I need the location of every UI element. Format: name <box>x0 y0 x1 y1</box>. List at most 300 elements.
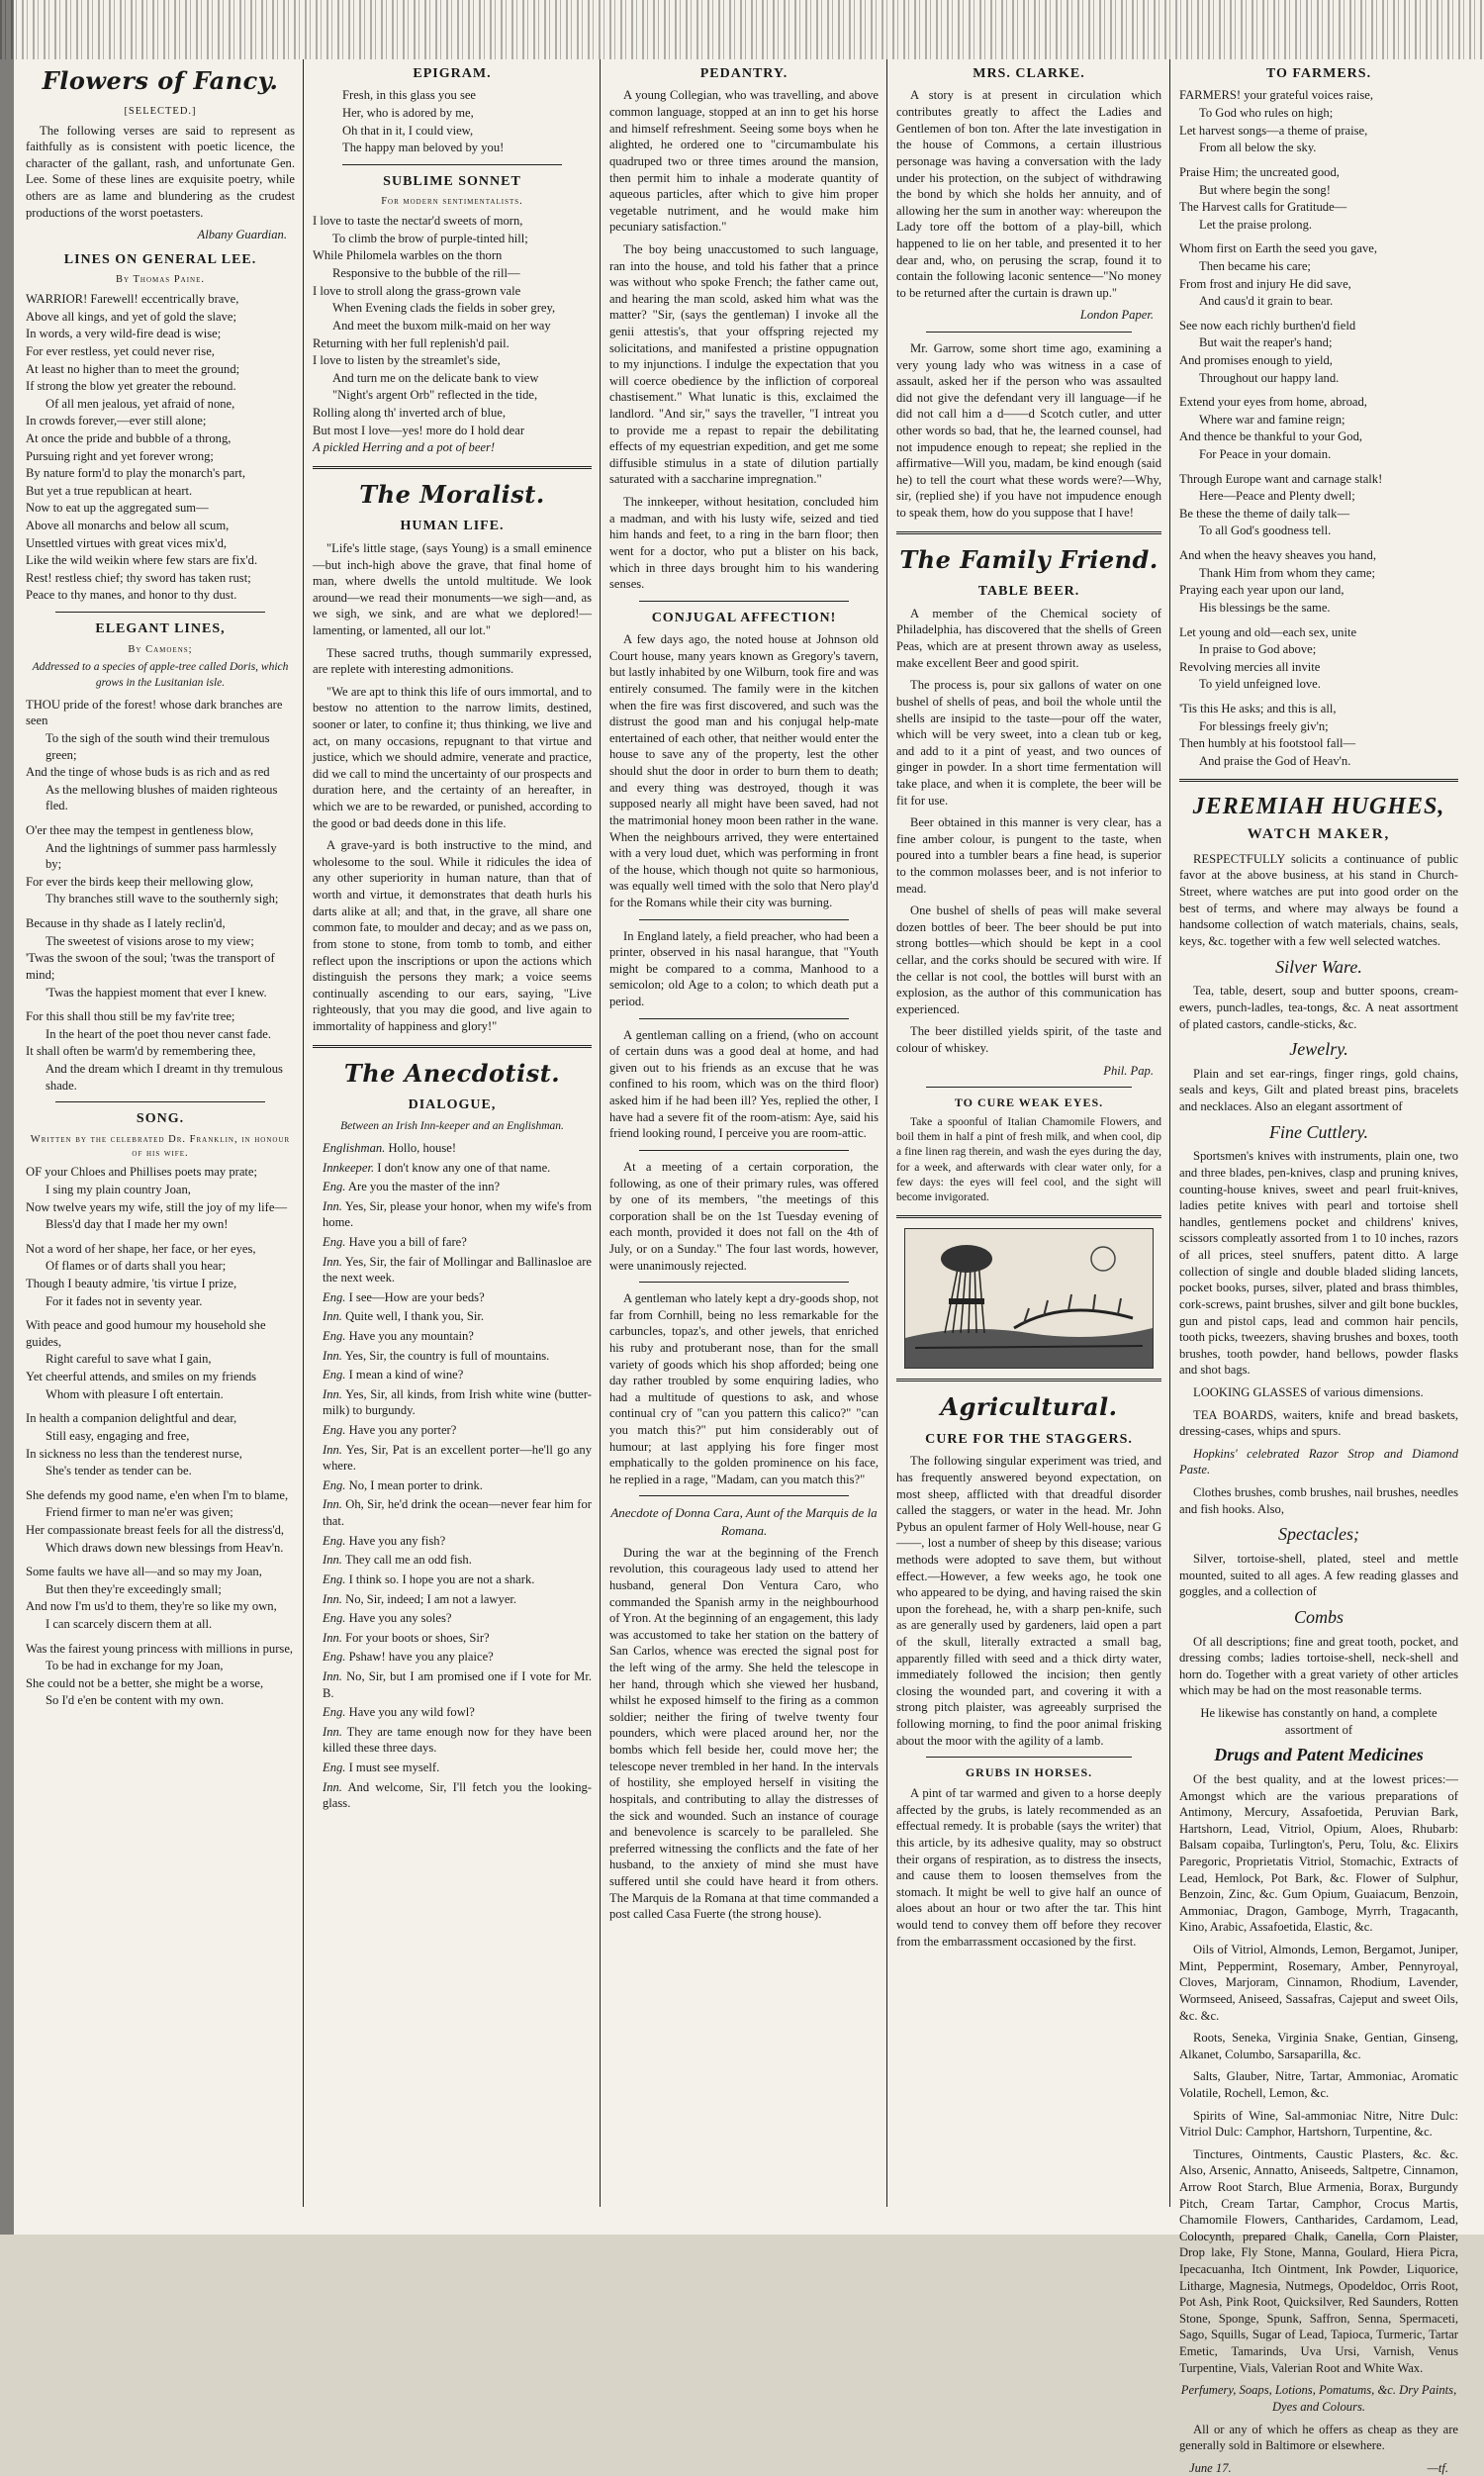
paragraph: Sportsmen's knives with instruments, plain one, two and three blades, pen-knives, clasp and pruning knives, counting-house knives, sweet and pearl fruit-knives, ladies petite knives with pearl and tortoise shell handles, gentlemens pocket and childrens' knives, scissors compleatly assorted from 1 to 10 inches, razors of all prices, steel snuffers, patent ditto. A large collection of single and double bladed sliding lancets, pocket books, purses, silver, plated and brass thimbles, cork-screws, paint brushes, silver and gilt bone buckles, gun and pistol caps, lead and common hair pencils, tooth picks, tweezers, shaving brushes and boxes, tooth brushes, tooth powder, hand bellows, powder flasks and shot bags. <box>1179 1149 1458 1378</box>
verse-line: Here—Peace and Plenty dwell; <box>1199 489 1355 504</box>
dialogue-line <box>313 1422 592 1439</box>
poem-lines <box>26 822 295 907</box>
article-title: DIALOGUE, <box>408 1097 497 1113</box>
stanza <box>1179 87 1458 155</box>
dialogue-speaker: Eng. <box>323 1328 346 1343</box>
verse-line: In praise to God above; <box>1199 642 1317 657</box>
dialogue-line <box>313 1533 592 1550</box>
wheat-sheaf-illustration <box>904 1228 1154 1369</box>
paragraph: Of all descriptions; fine and great tooth, pocket, and dressing combs; ladies tortoise-shell, neck-shell and horn do. Together with a great variety of other articles which may be had on the most reasonable terms. <box>1179 1634 1458 1698</box>
verse-line: Whom first on Earth the seed you gave, <box>1179 241 1378 256</box>
stanza <box>1179 547 1458 616</box>
verse-line: FARMERS! your grateful voices raise, <box>1179 88 1373 103</box>
song-lines <box>26 1317 295 1402</box>
verse-line: Praying each year upon our land, <box>1179 583 1345 598</box>
song-lines <box>26 1164 295 1232</box>
divider <box>896 1215 1161 1218</box>
verse-line: Still easy, engaging and free, <box>46 1428 190 1443</box>
verse-line: Her compassionate breast feels for all the distress'd, <box>26 1522 285 1537</box>
dialogue-speaker: Innkeeper. <box>323 1160 375 1175</box>
stanza <box>1179 624 1458 693</box>
song-lines <box>26 1487 295 1556</box>
dialogue-line <box>313 1552 592 1569</box>
verse-line: And thence be thankful to your God, <box>1179 429 1363 444</box>
verse-line: Some faults we have all—and so may my Joan, <box>26 1565 262 1579</box>
column-1 <box>26 59 295 2217</box>
paragraph: "Life's little stage, (says Young) is a small eminence—but inch-high above the grave, that final home of man, where dwells the untold multitude. We look around—we read their monuments—we sigh—and, as we sigh, we sink, and are what we deplored!—lamenting, or lamented, all our lot." <box>313 540 592 637</box>
dialogue-text: Are you the master of the inn? <box>347 1180 501 1194</box>
verse-line: Her, who is adored by me, <box>342 106 474 121</box>
dialogue-line <box>313 1160 592 1177</box>
dialogue-speaker: Eng. <box>323 1571 346 1586</box>
dialogue-text: Yes, Sir, the country is full of mountains. <box>344 1348 550 1363</box>
verse-line: And the tinge of whose buds is as rich and as red <box>26 765 270 780</box>
verse-line: A pickled Herring and a pot of beer! <box>313 440 496 455</box>
verse-line: But most I love—yes! more do I hold dear <box>313 423 525 437</box>
verse-line: She defends my good name, e'en when I'm to blame, <box>26 1487 289 1502</box>
paragraph: A member of the Chemical society of Philadelphia, has discovered that the shells of Green Peas, which are at present thrown away as useless, make excellent Beer and good spirit. <box>896 606 1161 670</box>
verse-line: WARRIOR! Farewell! eccentrically brave, <box>26 292 239 307</box>
column-4 <box>896 59 1161 2217</box>
section-title: Agricultural. <box>940 1392 1118 1422</box>
paragraph: A grave-yard is both instructive to the mind, and wholesome to the soul. While it ridicules the idea of any other superiority in human nature, than that of worth and virtue, it demonstrates that death hurls his darts alike at all; and that, in the grave, all share one common fate, to moulder and decay; and as we pass on, from stone to stone, from tomb to tomb, and either reflect upon the inscriptions or upon the actions which distinguish the persons they mark; a voice seems continually ascending to our ears, saying, "Live righteously, that you may die good, and live again to immortality of happiness and glory!" <box>313 838 592 1033</box>
verse-line: The sweetest of visions arose to my view; <box>46 933 254 948</box>
poem-title: LINES ON GENERAL LEE. <box>63 251 257 267</box>
dialogue-text: For your boots or shoes, Sir? <box>345 1630 490 1645</box>
verse-line: To all God's goodness tell. <box>1199 524 1332 538</box>
dialogue-speaker: Inn. <box>323 1254 342 1269</box>
verse-line: At least no higher than to meet the ground; <box>26 361 240 376</box>
verse-line: 'Twas the swoon of the soul; 'twas the transport of mind; <box>26 951 275 982</box>
paragraph: A gentleman calling on a friend, (who on account of certain duns was a good deal at home, and had given out to his friends as an excuse that he was confined to his room, which was on the third floor) asked him if he had been ill? Yes, replied the other, I have had a severe fit of the room-atism: Aye, said his friend looking round, I perceive you are room-attic. <box>609 1027 879 1141</box>
verse-line: Because in thy shade as I lately reclin'd, <box>26 916 226 931</box>
verse-line: Now to eat up the aggregated sum— <box>26 501 209 516</box>
page-edge-noise <box>0 0 1484 59</box>
verse-line: See now each richly burthen'd field <box>1179 318 1356 333</box>
poem-lines <box>26 291 295 604</box>
paragraph: The process is, pour six gallons of water on one bushel of shells of peas, and boil the whole until the shells are insipid to the taste—pour off the water, which will be very sweet, into a clean tub or keg, and add to it a pint of yeast, and two ounces of ginger in powder. In a short time fermentation will take place, and when it is complete, the beer will be fit for use. <box>896 678 1161 808</box>
verse-line: Peace to thy manes, and honor to thy dust. <box>26 588 237 603</box>
verse-line: When Evening clads the fields in sober grey, <box>332 301 556 316</box>
verse-line: So I'd e'en be content with my own. <box>46 1693 225 1708</box>
verse-line: Then humbly at his footstool fall— <box>1179 736 1356 751</box>
ad-heading: Jewelry. <box>1289 1039 1348 1060</box>
dialogue-speaker: Eng. <box>323 1477 346 1492</box>
divider <box>639 1150 849 1151</box>
dialogue-speaker: Inn. <box>323 1668 342 1683</box>
dialogue-text: Have you any wild fowl? <box>348 1705 475 1720</box>
dialogue-text: They are tame enough now for they have been killed these three days. <box>323 1724 593 1756</box>
verse-line: Now twelve years my wife, still the joy of my life— <box>26 1199 288 1214</box>
verse-line: She could not be a better, she might be a worse, <box>26 1675 264 1690</box>
verse-line: The Harvest calls for Gratitude— <box>1179 200 1347 215</box>
ad-issue-mark: —tf. <box>1427 2460 1448 2475</box>
dialogue-line <box>313 1724 592 1757</box>
ad-date: June 17. <box>1189 2460 1232 2475</box>
article-source: London Paper. <box>1079 308 1154 323</box>
paragraph: Tinctures, Ointments, Caustic Plasters, &c. &c. Also, Arsenic, Annatto, Aniseeds, Saltpetre, Cinnamon, Arrow Root Starch, Blue Armenia, Borax, Burgundy Pitch, Cream Tartar, Camphor, Crocus Martis, Chamomile Flowers, Cantharides, Cardamom, Lead, Colocynth, prepared Chalk, Canella, Corn Plaister, Drop lake, Fly Stone, Manna, Goulard, Hiera Picra, Ipecacuanha, Itch Ointment, Ink Powder, Liquorice, Litharge, Magnesia, Nutmegs, Opodeldoc, Orris Root, Pot Ash, Pink Root, Quicksilver, Red Saunders, Rotten Stone, Sponge, Spunk, Saffron, Senna, Spermaceti, Sago, Squills, Sugar of Lead, Tapioca, Turmeric, Tartar Emetic, Tamarinds, Uva Ursi, Varnish, Venus Turpentine, Vials, Valerian Root and White Wax. <box>1179 2146 1458 2375</box>
poem-author: By Thomas Paine. <box>116 274 205 286</box>
verse-line: Of flames or of darts shall you hear; <box>46 1259 227 1274</box>
verse-line: OF your Chloes and Phillises poets may prate; <box>26 1165 258 1180</box>
stanza <box>1179 471 1458 539</box>
divider <box>926 332 1132 333</box>
dialogue-speaker: Inn. <box>323 1630 342 1645</box>
verse-line: Let the praise prolong. <box>1199 217 1313 232</box>
paragraph: LOOKING GLASSES of various dimensions. <box>1193 1384 1424 1399</box>
verse-line: Fresh, in this glass you see <box>342 88 477 103</box>
dialogue-text: I don't know any one of that name. <box>377 1160 551 1175</box>
verse-line: Through Europe want and carnage stalk! <box>1179 471 1383 486</box>
verse-line: Thy branches still wave to the southernly sigh; <box>46 892 279 906</box>
song-lines <box>26 1641 295 1709</box>
poem-lines <box>26 1008 295 1094</box>
article-title: TABLE BEER. <box>977 584 1080 600</box>
dialogue-line <box>313 1367 592 1383</box>
section-title: Flowers of Fancy. <box>42 66 279 95</box>
song-subtitle: Written by the celebrated Dr. Franklin, in honour of his wife. <box>30 1133 291 1159</box>
paragraph: RESPECTFULLY solicits a continuance of public favor at the above business, at his stand in Church-Street, where watches are put into good order on the best of terms, and where may always be found a handsome collection of watch materials, chains, seals, keys, &c. together with a few well selected watches. <box>1179 851 1458 948</box>
stanza <box>1179 318 1458 386</box>
paragraph: Hopkins' celebrated Razor Strop and Diamond Paste. <box>1179 1446 1458 1477</box>
paragraph: Perfumery, Soaps, Lotions, Pomatums, &c. Dry Paints, Dyes and Colours. <box>1180 2383 1457 2414</box>
column-rule <box>600 59 601 2207</box>
verse-line: Like the wild weikin where few stars are fix'd. <box>26 553 258 568</box>
verse-line: Not a word of her shape, her face, or her eyes, <box>26 1241 256 1256</box>
dialogue-speaker: Eng. <box>323 1368 346 1382</box>
sonnet-title: SUBLIME SONNET <box>383 173 521 189</box>
verse-line: From all below the sky. <box>1199 141 1317 155</box>
dialogue-line <box>313 1610 592 1627</box>
column-rule <box>886 59 887 2207</box>
verse-line: Let young and old—each sex, unite <box>1179 624 1357 639</box>
verse-line: Praise Him; the uncreated good, <box>1179 164 1340 179</box>
paragraph: Spirits of Wine, Sal-ammoniac Nitre, Nitre Dulc: Vitriol Dulc: Camphor, Hartshorn, Turpentine, &c. <box>1179 2108 1458 2140</box>
epigram-title: EPIGRAM. <box>413 66 492 81</box>
dialogue-speaker: Eng. <box>323 1180 346 1194</box>
verse-line: Of all men jealous, yet afraid of none, <box>46 396 235 411</box>
verse-line: Returning with her full replenish'd pail. <box>313 335 510 350</box>
divider <box>313 466 592 469</box>
dialogue-line <box>313 1328 592 1345</box>
verse-line: THOU pride of the forest! whose dark branches are seen <box>26 697 283 728</box>
verse-line: And now I'm us'd to them, they're so like my own, <box>26 1599 277 1614</box>
paragraph: Roots, Seneka, Virginia Snake, Gentian, Ginseng, Alkanet, Columbo, Sarsaparilla, &c. <box>1179 2031 1458 2061</box>
paragraph: A story is at present in circulation which contributes greatly to affect the Ladies and Gentlemen of bon ton. After the late investigation in the house of Commons, a certain illustrious personage was having a conversation with the lady under his protection, on the subject of withdrawing the bond by which she holds her annuity, and of allowing her the sum in another way: whereupon the Lady tore off the bottom of a play-bill, which happened to lie on her table, and presented it to her dear and, who, on perusing the scrap, found it to contain the following laconic sentence—"No money to be returned after the curtain is drawn up." <box>896 88 1161 300</box>
article-title: GRUBS IN HORSES. <box>965 1765 1093 1780</box>
dialogue-line <box>313 1386 592 1419</box>
divider <box>639 1018 849 1019</box>
divider <box>1179 779 1458 782</box>
verse-line: And caus'd it grain to bear. <box>1199 294 1334 309</box>
verse-line: 'Tis this He asks; and this is all, <box>1179 701 1337 715</box>
poem-lines <box>1179 87 1458 769</box>
verse-line: Oh that in it, I could view, <box>342 123 474 138</box>
ad-heading: Fine Cuttlery. <box>1269 1121 1368 1142</box>
verse-line: At once the pride and bubble of a throng, <box>26 431 232 445</box>
verse-line: But then they're exceedingly small; <box>46 1581 222 1596</box>
paragraph: All or any of which he offers as cheap as they are generally sold in Baltimore or elsewhere. <box>1179 2422 1458 2453</box>
paragraph: Mr. Garrow, some short time ago, examining a very young lady who was witness in a case of assault, asked her if the person who was assaulted did not give the defendant very ill language—if he did not call him a d——d Scotch cutler, and utter other words so bad, that he, the learned counsel, had not impudence enough to repeat; she replied in the affirmative—Will you, madam, be kind enough (said he) to tell the court what these words were?—Why, sir, (replied she) if you have not impudence enough to speak them, how do you suppose that I have! <box>896 341 1161 521</box>
verse-line: Unsettled virtues with great vices mix'd, <box>26 535 228 550</box>
dialogue-text: Yes, Sir, the fair of Mollingar and Ballinasloe are the next week. <box>323 1254 592 1286</box>
paragraph: Oils of Vitriol, Almonds, Lemon, Bergamot, Juniper, Mint, Peppermint, Rosemary, Amber, Pennyroyal, Cloves, Marjoram, Cinnamon, Rhodium, Lavender, Wormseed, Aniseed, Sassafras, Cajeput and sweet Oils, &c. &c. <box>1179 1943 1458 2023</box>
dialogue-speaker: Eng. <box>323 1611 346 1626</box>
verse-line: By nature form'd to play the monarch's part, <box>26 466 246 481</box>
paragraph: Clothes brushes, comb brushes, nail brushes, needles and fish hooks. Also, <box>1179 1485 1458 1516</box>
dialogue-text: Yes, Sir, Pat is an excellent porter—he'll go any where. <box>323 1442 592 1474</box>
dialogue-line <box>313 1308 592 1325</box>
verse-line: With peace and good humour my household she guides, <box>26 1318 266 1349</box>
verse-line: For ever restless, yet could never rise, <box>26 343 215 358</box>
paragraph: Plain and set ear-rings, finger rings, gold chains, seals and keys, Gilt and plated breast pins, bracelets and necklaces. Also an elegant assortment of <box>1179 1066 1458 1114</box>
verse-line: If strong the blow yet greater the rebound. <box>26 379 236 394</box>
dialogue-line <box>313 1254 592 1286</box>
verse-line: To the sigh of the south wind their tremulous green; <box>46 730 270 762</box>
divider <box>313 1045 592 1048</box>
divider <box>55 1101 265 1102</box>
verse-line: And turn me on the delicate bank to view <box>332 370 539 385</box>
dialogue-text: Oh, Sir, he'd drink the ocean—never fear him for that. <box>323 1497 592 1529</box>
verse-line: Yet cheerful attends, and smiles on my friends <box>26 1370 257 1384</box>
column-2 <box>313 59 592 2217</box>
paragraph: The beer distilled yields spirit, of the taste and colour of whiskey. <box>896 1024 1161 1056</box>
verse-line: To be had in exchange for my Joan, <box>46 1659 224 1673</box>
divider <box>926 1087 1132 1088</box>
ad-heading: Drugs and Patent Medicines <box>1214 1745 1424 1765</box>
dialogue-speaker: Eng. <box>323 1289 346 1304</box>
dialogue-line <box>313 1234 592 1251</box>
verse-line: To God who rules on high; <box>1199 106 1334 121</box>
verse-line: The happy man beloved by you! <box>342 141 505 155</box>
verse-line: Be these the theme of daily talk— <box>1179 506 1350 521</box>
verse-line: I love to stroll along the grass-grown vale <box>313 283 521 298</box>
verse-line: I love to listen by the streamlet's side, <box>313 353 501 368</box>
verse-line: Above all monarchs and below all scum, <box>26 519 230 533</box>
paragraph: TEA BOARDS, waiters, knife and bread baskets, dressing-cases, whips and spurs. <box>1179 1407 1458 1439</box>
paragraph: Take a spoonful of Italian Chamomile Flowers, and boil them in half a pint of fresh milk, and when cool, dip a fine linen rag therein, and wash the eyes during the day, for a week, and afterwards with clear water only, for a few days: the eyes will feel cool, and the sight will become invigorated. <box>896 1116 1161 1203</box>
dialogue-text: Hollo, house! <box>388 1140 457 1155</box>
dialogue-text: No, Sir, indeed; I am not a lawyer. <box>345 1591 517 1606</box>
divider <box>896 1379 1161 1381</box>
divider <box>639 1495 849 1496</box>
column-rule <box>303 59 304 2207</box>
dialogue-speaker: Inn. <box>323 1553 342 1568</box>
paragraph: These sacred truths, though summarily expressed, are replete with interesting admonitions. <box>313 645 592 677</box>
dialogue-text: No, Sir, but I am promised one if I vote for Mr. B. <box>323 1668 592 1700</box>
dialogue-speaker: Inn. <box>323 1309 342 1324</box>
dialogue-line <box>313 1179 592 1195</box>
verse-line: And praise the God of Heav'n. <box>1199 753 1351 768</box>
stanza <box>1179 240 1458 309</box>
dialogue-text: Yes, Sir, all kinds, from Irish white wine (butter-milk) to burgundy. <box>323 1386 592 1418</box>
advertiser-trade: WATCH MAKER, <box>1247 826 1391 843</box>
dialogue-speaker: Eng. <box>323 1423 346 1438</box>
stanza <box>1179 701 1458 769</box>
verse-line: To yield unfeigned love. <box>1199 677 1321 692</box>
dialogue-line <box>313 1477 592 1494</box>
song-lines <box>26 1241 295 1309</box>
verse-line: In the heart of the poet thou never canst fade. <box>46 1026 271 1041</box>
verse-line: Throughout our happy land. <box>1199 370 1340 385</box>
verse-line: Friend firmer to man ne'er was given; <box>46 1505 233 1520</box>
paragraph: A few days ago, the noted house at Johnson old Court house, many years known as Gregory's tavern, but lastly inhabited by one Wilburn, took fire and was entirely consumed. The family were in the kitchen when the fire was first discovered, and such was the distrust the good man and his conjugal help-mate entertained of each other, that neither would enter the house to save any of the property, lest the other should shut the door in order to burn them to death; and every thing was destroyed, though it was supposed nearly all might have been saved, had not the matrimonial honey moon been rather in the wane. When the neighbours arrived, they were entertained with a very loud duet, which was performing in front of the house, which though not quite so harmonious, was equally well timed with the solo that Nero play'd for the Romans while their city was burning. <box>609 632 879 909</box>
song-title: SONG. <box>136 1111 185 1127</box>
article-title: HUMAN LIFE. <box>400 519 505 534</box>
stanza <box>1179 394 1458 462</box>
verse-line: And the dream which I dreamt in thy tremulous shade. <box>46 1061 283 1093</box>
paragraph: A gentleman who lately kept a dry-goods shop, not far from Cornhill, being no less remarkable for the carbuncles, topaz's, and other jewels, that enriched his ruby and protuberant nose, than for the small variety of goods which his shop afforded; being one day rather troubled by some enquiring ladies, who had a multitude of questions to ask, and whose continual cry of "can you pattern this calico?" "can you match this?" put him considerably out of humour; at last applying his fore finger most emphatically to the golden prominence on his face, he replied in a rage, "Madam, can you match this?" <box>609 1291 879 1486</box>
divider <box>639 1282 849 1283</box>
verse-line: Whom with pleasure I oft entertain. <box>46 1386 224 1401</box>
article-subtitle: Between an Irish Inn-keeper and an Englishman. <box>340 1119 564 1132</box>
divider <box>926 1757 1132 1758</box>
dialogue-line <box>313 1704 592 1721</box>
column-5 <box>1179 59 1458 2475</box>
dialogue-text: Have you any fish? <box>348 1533 446 1548</box>
dialogue-text: I see—How are your beds? <box>348 1289 485 1304</box>
page-edge-shadow <box>0 0 14 2235</box>
verse-line: "Night's argent Orb" reflected in the tide, <box>332 388 538 403</box>
paragraph: Silver, tortoise-shell, plated, steel and mettle mounted, suited to all ages. A few reading glasses and goggles, and a collection of <box>1179 1551 1458 1599</box>
dialogue-text: They call me an odd fish. <box>344 1553 472 1568</box>
dialogue-line <box>313 1198 592 1231</box>
verse-line: Which draws down new blessings from Heav'n. <box>46 1540 284 1555</box>
dialogue-text: Have you any soles? <box>348 1611 452 1626</box>
dialogue-speaker: Inn. <box>323 1386 342 1401</box>
dialogue-speaker: Eng. <box>323 1650 346 1665</box>
poem-lines <box>26 697 295 814</box>
paragraph: Of the best quality, and at the lowest prices:—Amongst which are the various preparations of Antimony, Mercury, Assafoetida, Peruvian Bark, Hartshorn, Lead, Vitriol, Opium, Aloes, Rhubarb: Balsam copaiba, Turlington's, Peru, Tolu, &c. Elixirs Paregoric, Proprietatis Vitriol, Stomachic, Extracts of Lead, Hemlock, Pot Bark, &c. Flower of Sulphur, Benzoin, Zinc, &c. Gum Opium, Guaiacum, Benzoin, Ammoniac, Dragon, Gamboge, Myrrh, Tragacanth, Kino, Arabic, Assafoetida, Elastic, &c. <box>1179 1771 1458 1935</box>
verse-line: Then became his care; <box>1199 258 1311 273</box>
divider <box>639 919 849 920</box>
dialogue-text: Yes, Sir, please your honor, when my wife's from home. <box>323 1198 592 1230</box>
dialogue-text: Have you any porter? <box>348 1423 457 1438</box>
paragraph: He likewise has constantly on hand, a complete assortment of <box>1200 1706 1438 1737</box>
verse-line: I can scarcely discern them at all. <box>46 1616 213 1631</box>
paragraph: In England lately, a field preacher, who had been a printer, observed in his nasal harangue, that "Youth might be compared to a comma, Manhood to a semicolon; old Age to a colon; to which death put a period. <box>609 928 879 1009</box>
dialogue-line <box>313 1496 592 1529</box>
dialogue-speaker: Eng. <box>323 1533 346 1548</box>
verse-line: Rest! restless chief; thy sword has taken rust; <box>26 570 251 585</box>
paragraph: The following singular experiment was tried, and has frequently answered beyond expectation, on most sheep, afflicted with that dreadful disorder called the staggers, or water in the head. Mr. John Pybus an opulent farmer of Holy Well-house, near G——, lost a number of sheep by this disease; various methods were adopted to save them, but without effect.—However, a few weeks ago, he took one who appeared to be dying, and having raised the skin upon the forehead, he, with a sharp pen-knife, such as are generally used by gardeners, laid open a part of the skull, literally extracted a small bag, apparently filled with seed and a thick dirty water, immediately followed the incision; then gently closing the wounded part, and covering it with a strong pitch plaister, was agreeably surprised the following morning, to find the poor animal frisking about the moor with the agility of a lamb. <box>896 1454 1161 1748</box>
song-lines <box>26 1564 295 1632</box>
divider <box>639 601 849 602</box>
selected-label: [SELECTED.] <box>124 105 197 117</box>
poem-dedication: Addressed to a species of apple-tree called Doris, which grows in the Lusitanian isle. <box>32 661 289 689</box>
verse-line: I sing my plain country Joan, <box>46 1182 191 1196</box>
dialogue-speaker: Inn. <box>323 1779 342 1794</box>
poem-title: ELEGANT LINES, <box>95 621 226 637</box>
dialogue-speaker: Inn. <box>323 1442 342 1457</box>
paragraph: Tea, table, desert, soup and butter spoons, cream-ewers, punch-ladles, tea-tongs, &c. A neat assortment of plated castors, candle-sticks, &c. <box>1179 984 1458 1031</box>
verse-line: 'Twas the happiest moment that ever I knew. <box>46 985 267 1000</box>
verse-line: In health a companion delightful and dear, <box>26 1411 237 1426</box>
article-title: Anecdote of Donna Cara, Aunt of the Marquis de la Romana. <box>610 1505 878 1538</box>
article-title: CURE FOR THE STAGGERS. <box>925 1431 1133 1447</box>
article-title: TO CURE WEAK EYES. <box>954 1095 1104 1110</box>
verse-line: And meet the buxom milk-maid on her way <box>332 318 551 333</box>
verse-line: Though I beauty admire, 'tis virtue I prize, <box>26 1277 237 1291</box>
intro-source: Albany Guardian. <box>197 228 287 242</box>
verse-line: For blessings freely giv'n; <box>1199 718 1329 733</box>
section-title: The Moralist. <box>359 479 545 509</box>
dialogue-line <box>313 1140 592 1157</box>
dialogue-line <box>313 1649 592 1666</box>
paragraph: A young Collegian, who was travelling, and above common language, stopped at an inn to get his horse and himself refreshment. Seeing some boys when he alighted, he ordered one to "circumambulate his quadruped two or three times around the mansion, then permit him to inhale a moderate quantity of aqueous particles, after which to give him proper vegetable nutriment, and he would make him pecuniary satisfaction." <box>609 88 879 235</box>
poem-title: TO FARMERS. <box>1265 66 1372 81</box>
dialogue-line <box>313 1630 592 1647</box>
advertiser-name: JEREMIAH HUGHES, <box>1192 794 1445 820</box>
dialogue-speaker: Inn. <box>323 1591 342 1606</box>
verse-line: For this shall thou still be my fav'rite tree; <box>26 1009 235 1024</box>
dialogue-line <box>313 1591 592 1608</box>
column-3 <box>609 59 879 2217</box>
article-title: PEDANTRY. <box>699 66 788 81</box>
dialogue-line <box>313 1289 592 1306</box>
verse-line: Thank Him from whom they came; <box>1199 565 1376 580</box>
dialogue-speaker: Eng. <box>323 1705 346 1720</box>
dialogue-text: Quite well, I thank you, Sir. <box>345 1309 485 1324</box>
dialogue-lines <box>313 1140 592 1812</box>
ad-heading: Combs <box>1293 1606 1344 1627</box>
verse-line: Let harvest songs—a theme of praise, <box>1179 123 1368 138</box>
verse-line: Extend your eyes from home, abroad, <box>1179 395 1367 410</box>
dialogue-speaker: Inn. <box>323 1724 342 1739</box>
dialogue-line <box>313 1442 592 1475</box>
dialogue-text: I think so. I hope you are not a shark. <box>348 1571 535 1586</box>
verse-line: For Peace in your domain. <box>1199 447 1332 462</box>
divider <box>342 164 562 165</box>
verse-line: In crowds forever,—ever still alone; <box>26 414 207 429</box>
verse-line: Above all kings, and yet of gold the slave; <box>26 309 236 324</box>
dialogue-line <box>313 1760 592 1776</box>
verse-line: I love to taste the nectar'd sweets of morn, <box>313 214 523 229</box>
verse-line: For ever the birds keep their mellowing glow, <box>26 874 254 889</box>
paragraph: One bushel of shells of peas will make several dozen bottles of beer. The beer should be put into strong bottles—which should be kept in a cool cellar, and the corks should be secured with wire. If the cellar is not cool, the bottles will burst with an explosion, as the author of this communication has experienced. <box>896 904 1161 1016</box>
verse-line: From frost and injury He did save, <box>1179 276 1351 291</box>
dialogue-line <box>313 1571 592 1588</box>
paragraph: The boy being unaccustomed to such language, ran into the house, and told his father that a prince was without who spoke French; the father came out, and hearing the man scold, asked him what was the matter? "Sir, (says the gentleman) I invoke all the genii attestis's, that your offspring rejected my solicitations, and manifested a pristine oppugnation to my injunctions. I indulge the expectation that you will coerce obedience by the infliction of corporeal chastisement." What lunatic is this, exclaimed the landlord. "And sir," says the traveller, "I intreat you to provide me a repast to repair the debilitating effects of my equestrian expedition, and get me some diffusible stimulus in a state of dilution partially saturated with a saccharine impregnation." <box>609 241 879 487</box>
dialogue-line <box>313 1779 592 1812</box>
verse-line: And when the heavy sheaves you hand, <box>1179 548 1376 563</box>
verse-line: Was the fairest young princess with millions in purse, <box>26 1641 294 1656</box>
dialogue-text: No, I mean porter to drink. <box>348 1477 483 1492</box>
verse-line: And the lightnings of summer pass harmlessly by; <box>46 840 277 872</box>
verse-line: It shall often be warm'd by remembering thee, <box>26 1044 256 1059</box>
article-source: Phil. Pap. <box>1103 1063 1154 1078</box>
intro-paragraph: The following verses are said to represent as faithfully as is consistent with poetic licence, the character of the gallant, rash, and unfortunate Gen. Lee. Some of these lines are exquisite poetry, while others are as lame and blundering as the crudest productions of the worst poetasters. <box>26 123 295 220</box>
paragraph: The innkeeper, without hesitation, concluded him a madman, and with his lusty wife, seized and tied him hands and feet, to a ring in the barn floor; then went for a doctor, who put a blister on his back, which in three days brought him to his wandering senses. <box>609 495 879 592</box>
article-title: MRS. CLARKE. <box>973 66 1085 81</box>
dialogue-text: I must see myself. <box>348 1761 440 1774</box>
dialogue-speaker: Englishman. <box>323 1140 386 1155</box>
ad-footer <box>1179 2460 1458 2476</box>
paragraph: Beer obtained in this manner is very clear, has a fine amber colour, is pungent to the taste, when poured into a tumbler bears a fine head, is superior to the common molasses beer, and is not inferior to mead. <box>896 815 1161 896</box>
dialogue-text: Have you any mountain? <box>348 1328 474 1343</box>
poem-lines <box>26 915 295 1000</box>
sonnet-subtitle: For modern sentimentalists. <box>381 196 523 208</box>
verse-line: Rolling along th' inverted arch of blue, <box>313 405 506 420</box>
dialogue-speaker: Inn. <box>323 1497 342 1512</box>
song-lines <box>26 1410 295 1478</box>
ad-heading: Silver Ware. <box>1275 956 1362 977</box>
dialogue-text: Pshaw! have you any plaice? <box>348 1650 494 1665</box>
verse-line: To climb the brow of purple-tinted hill; <box>332 231 528 245</box>
dialogue-speaker: Inn. <box>323 1198 342 1213</box>
paragraph: At a meeting of a certain corporation, the following, as one of their primary rules, was offered by one of its members, "the meetings of this corporation shall be on the 1st Tuesday evening of each month, provided it does not fall on the 4th of July, or on a Sunday." The four last words, however, were unanimously rejected. <box>609 1159 879 1273</box>
sonnet-lines <box>313 213 592 456</box>
